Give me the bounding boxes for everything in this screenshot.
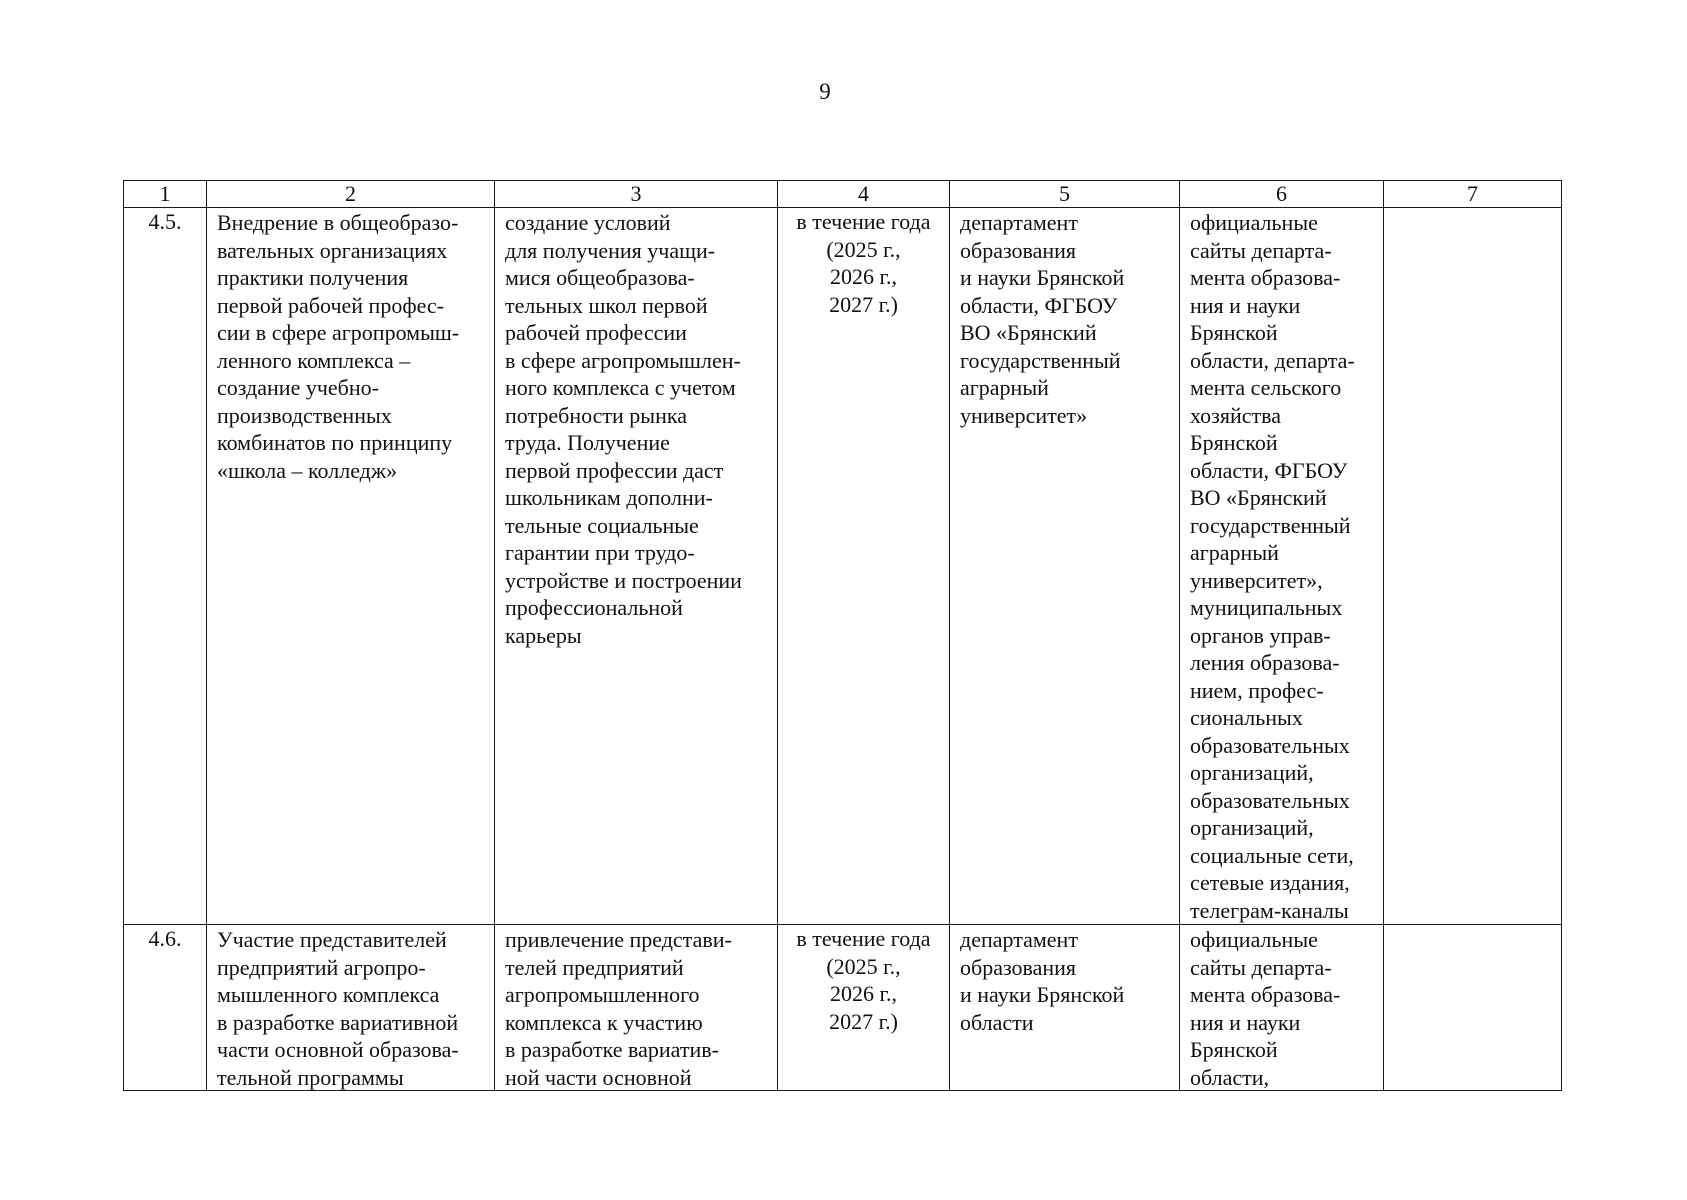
channels-text: официальные сайты департа- мента образова- ния и науки Брянской области,: [1190, 927, 1341, 1090]
goal-text: создание условий для получения учащи- мися общеобразова- тельных школ первой рабочей профессии в сфере агропромышлен- ного комплекса с учетом потребности рынка труда. Получение первой профессии даст школьникам дополни- тельные социальные гарантии при трудо- устройстве и построении профессиональной карьеры: [505, 210, 742, 648]
table-header-row: [124, 181, 1562, 208]
goal-cell: [495, 925, 778, 1091]
channels-cell: [1180, 925, 1384, 1091]
note-cell: [1384, 208, 1562, 925]
column-header-4: 4: [778, 181, 950, 208]
row-number-cell: [124, 925, 207, 1091]
event-cell: [207, 208, 495, 925]
channels-cell: [1180, 208, 1384, 925]
event-cell: [207, 925, 495, 1091]
term-text: в течение года (2025 г., 2026 г., 2027 г.): [796, 926, 931, 1034]
responsible-cell: [950, 208, 1180, 925]
note-cell: [1384, 925, 1562, 1091]
row-number: 4.5.: [148, 209, 182, 234]
column-header-7: 7: [1384, 181, 1562, 208]
table-row: [124, 208, 1562, 925]
event-text: Участие представителей предприятий агропро- мышленного комплекса в разработке вариативной части основной образова- тельной программы: [217, 927, 459, 1090]
row-number-cell: [124, 208, 207, 925]
channels-text: официальные сайты департа- мента образова- ния и науки Брянской области, департа- мента сельского хозяйства Брянской области, ФГБОУ ВО «Брянский государственный аграрный университет», муниципальных органов управ- ления образова- нием, профес- сиональных образовательных организаций, образовательных организаций, социальные сети, сетевые издания, телеграм-каналы: [1190, 210, 1355, 923]
column-header-5: 5: [950, 181, 1180, 208]
event-text: Внедрение в общеобразо- вательных организациях практики получения первой рабочей профес- сии в сфере агропромыш- ленного комплекса – создание учебно- производственных комбинатов по принципу «школа – колледж»: [217, 210, 460, 483]
term-text: в течение года (2025 г., 2026 г., 2027 г.): [796, 209, 931, 317]
responsible-cell: [950, 925, 1180, 1091]
goal-cell: [495, 208, 778, 925]
column-header-1: 1: [124, 181, 207, 208]
table-row: [124, 925, 1562, 1091]
term-cell: [778, 925, 950, 1091]
column-header-3: 3: [495, 181, 778, 208]
plan-table: [123, 180, 1562, 1091]
row-number: 4.6.: [148, 926, 182, 951]
note-text: [1394, 926, 1551, 1090]
column-header-6: 6: [1180, 181, 1384, 208]
term-cell: [778, 208, 950, 925]
responsible-text: департамент образования и науки Брянской области, ФГБОУ ВО «Брянский государственный аграрный университет»: [960, 210, 1125, 428]
goal-text: привлечение представи- телей предприятий агропромышленного комплекса к участию в разработке вариатив- ной части основной: [505, 927, 732, 1090]
page-number: 9: [819, 79, 831, 104]
column-header-2: 2: [207, 181, 495, 208]
responsible-text: департамент образования и науки Брянской области: [960, 927, 1125, 1035]
